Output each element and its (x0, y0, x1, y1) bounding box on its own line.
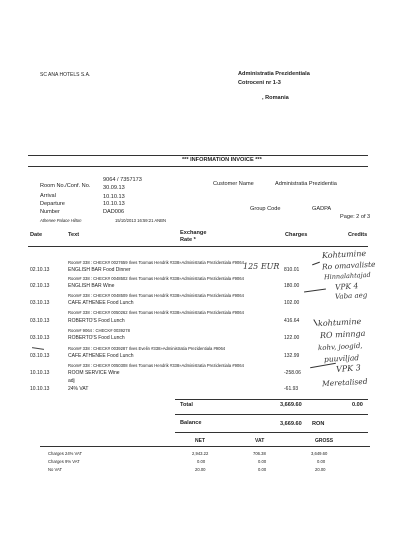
row-reference: Room# 9064 : CHECK# 0039278 (68, 328, 130, 333)
row-date: 02.10.13 (30, 283, 50, 289)
arrival-label: Arrival (40, 193, 56, 199)
title-rule-bottom (28, 166, 368, 167)
dash-mark (32, 347, 44, 350)
row-charges: 102.00 (284, 300, 300, 306)
total-rule-top (175, 399, 368, 400)
balance-value: 3,669.60 (280, 421, 302, 427)
row-date: 03.10.13 (30, 300, 50, 306)
row-charges: -258.06 (284, 370, 301, 376)
handwritten-note-10: VPK 3 (335, 363, 362, 374)
row-charges: -61.93 (284, 386, 299, 392)
hotel-line: Athenee Palace Hilton (40, 218, 82, 223)
handwritten-note-5: Vaba aeg (334, 291, 368, 301)
title-rule-top (28, 155, 368, 156)
handwritten-note-3: Hinnalahtajad (323, 270, 371, 282)
handwritten-note-8: kohv, joogid, (317, 341, 363, 353)
room-value: 9064 / 7357173 (103, 177, 142, 183)
group-label: Group Code (250, 206, 281, 212)
handwritten-note-7: RO minnga (319, 328, 366, 341)
handwritten-note-6: kohtumine (317, 316, 362, 329)
row-reference: Room# 338 : CHECK# 0048509 Ilves Toomas Hendrik #338»Administratia Prezidentiala #9064 (68, 293, 244, 298)
vat-col-net: NET (195, 438, 205, 444)
invoice-title: *** INFORMATION INVOICE *** (182, 157, 262, 163)
vat-row-gross: 0.00 (317, 459, 326, 464)
row-date: 10.10.13 (30, 370, 50, 376)
departure-label: Departure (40, 201, 65, 207)
vat-header-rule (40, 446, 370, 447)
total-rule-bottom (175, 414, 368, 415)
row-date: 03.10.13 (30, 318, 50, 324)
row-reference: Room# 338 : CHECK# 0050308 Ilves Toomas Hendrik #338»Administratia Prezidentiala #9064 (68, 363, 244, 368)
vat-row-label: Charges 24% VAT (48, 451, 83, 456)
invoice-date-value: 30.09.13 (103, 185, 125, 191)
total-charges: 3,669.60 (280, 402, 302, 408)
row-text: ROBERTO'S Food Lunch (68, 335, 125, 341)
total-credits: 0.00 (352, 402, 363, 408)
room-label: Room No./Conf. No. (40, 183, 91, 189)
col-rate: Rate * (180, 237, 196, 243)
vat-col-vat: VAT (255, 438, 265, 444)
recipient-line-3: , Romania (262, 95, 289, 101)
col-charges: Charges (285, 232, 308, 238)
recipient-line-1: Administratia Prezidentiala (238, 71, 310, 77)
row-date: 03.10.13 (30, 353, 50, 359)
arrival-value: 10.10.13 (103, 194, 125, 200)
row-charges: 132.99 (284, 353, 300, 359)
departure-value: 10.10.13 (103, 201, 125, 207)
handwritten-note-11: Meretalised (321, 376, 368, 389)
adj-label: adj (68, 378, 75, 384)
handwritten-note-4: VPK 4 (334, 281, 359, 292)
handwritten-stroke (310, 363, 336, 368)
customer-value: Administratia Prezidentia (275, 181, 337, 187)
row-text: ENGLISH BAR Wine (68, 283, 115, 289)
vat-row-label: No VAT (48, 467, 63, 472)
handwritten-note-9: puuviljad (323, 353, 360, 364)
vat-col-gross: GROSS (315, 438, 334, 444)
page-indicator: Page: 2 of 3 (340, 214, 371, 220)
company-name: SC ANA HOTELS S.A. (40, 72, 91, 78)
number-label: Number (40, 209, 60, 215)
row-reference: Room# 338 : CHECK# 0027659 Ilves Toomas Hendrik #338»Administratia Prezidentiala #9064 (68, 260, 244, 265)
handwritten-stroke (304, 288, 326, 292)
vat-row-gross: 3,649.60 (311, 451, 328, 456)
row-text: ROOM SERVICE Wine (68, 370, 120, 376)
row-charges: 122.00 (284, 335, 300, 341)
col-text: Text (68, 232, 80, 238)
vat-row-gross: 20.00 (315, 467, 326, 472)
balance-rule (175, 432, 368, 433)
vat-row-net: 20.00 (195, 467, 206, 472)
handwritten-price-note: 125 EUR (243, 262, 280, 271)
vat-row-net: 2,943.22 (192, 451, 209, 456)
row-text: CAFE ATHENEE Food Lunch (68, 353, 134, 359)
total-label: Total (180, 402, 193, 408)
balance-label: Balance (180, 420, 202, 426)
handwritten-note-1: Kohtumine (321, 248, 367, 261)
header-rule (28, 246, 368, 247)
row-reference: Room# 338 : CHECK# 0048502 Ilves Toomas Hendrik #338»Administratia Prezidentiala #9064 (68, 276, 244, 281)
row-charges: 180.00 (284, 283, 300, 289)
vat-row-vat: 706.38 (253, 451, 266, 456)
row-date: 02.10.13 (30, 267, 50, 273)
vat-row-vat: 0.00 (258, 459, 267, 464)
row-reference: Room# 338 : CHECK# 0039287 Ilves Evelin #338»Administratia Prezidentiala #9064 (68, 346, 226, 351)
handwritten-note-2: Ro omavaliste (321, 259, 376, 272)
row-reference: Room# 338 : CHECK# 0050262 Ilves Toomas Hendrik #338»Administratia Prezidentiala #9064 (68, 310, 244, 315)
row-text: CAFE ATHENEE Food Lunch (68, 300, 134, 306)
row-charges: 416.64 (284, 318, 300, 324)
balance-currency: RON (312, 421, 325, 427)
row-charges: 810.01 (284, 267, 300, 273)
printed-timestamp: 15/10/2013 16:59:21 ANBN (115, 218, 166, 223)
vat-row-label: Charges 9% VAT (48, 459, 80, 464)
col-credits: Credits (348, 232, 368, 238)
row-text: 24% VAT (68, 386, 89, 392)
customer-label: Customer Name (213, 181, 254, 187)
group-value: GADPA (312, 206, 332, 212)
row-date: 03.10.13 (30, 335, 50, 341)
recipient-line-2: Cotroceni nr 1-3 (238, 80, 281, 86)
number-value: DAD006 (103, 209, 125, 215)
vat-row-net: 0.00 (197, 459, 206, 464)
vat-row-vat: 0.00 (258, 467, 267, 472)
handwritten-stroke (312, 262, 320, 266)
col-date: Date (30, 232, 43, 238)
row-date: 10.10.13 (30, 386, 50, 392)
row-text: ENGLISH BAR Food Dinner (68, 267, 131, 273)
col-exchange: Exchange (180, 230, 207, 236)
row-text: ROBERTO'S Food Lunch (68, 318, 125, 324)
